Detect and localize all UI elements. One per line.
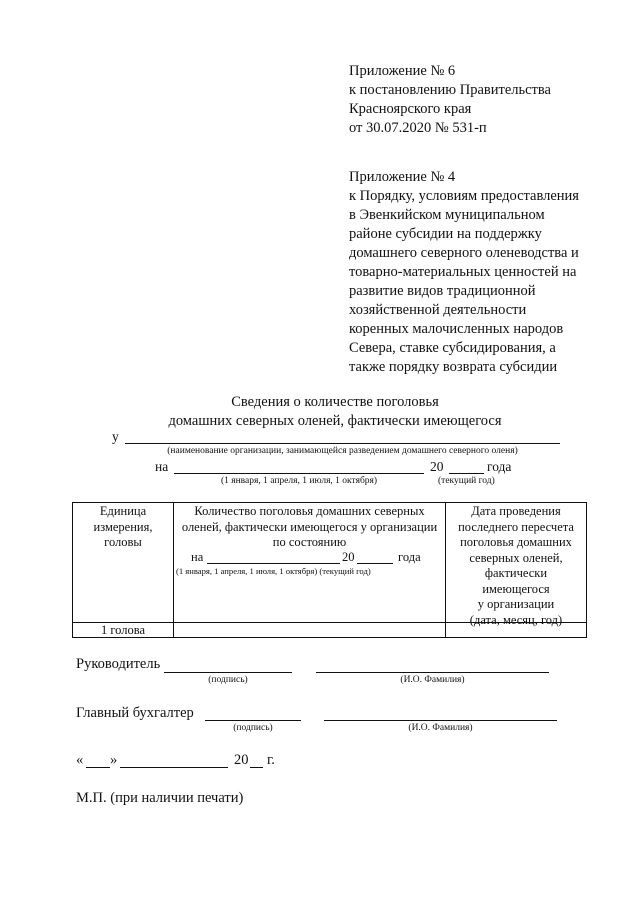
- annex-6-line: Красноярского края: [349, 101, 472, 117]
- accountant-name-caption: (И.О. Фамилия): [408, 723, 473, 733]
- col-count-date-prefix: на: [191, 550, 204, 564]
- head-signature-field[interactable]: [164, 672, 292, 673]
- document-title: [140, 393, 530, 431]
- footer-year-text: 20: [234, 752, 249, 768]
- org-name-field[interactable]: [125, 443, 560, 444]
- year-prefix: 20: [430, 459, 444, 474]
- date-field[interactable]: [174, 473, 424, 474]
- accountant-sign-caption: (подпись): [233, 723, 273, 733]
- col-unit-header: Единица измерения, головы: [93, 504, 153, 549]
- annex-6-line: к постановлению Правительства: [349, 82, 551, 98]
- table-right-border: [586, 502, 587, 637]
- title-line-2: домашних северных оленей, фактически имеющегося: [168, 413, 502, 429]
- head-label: Руководитель: [76, 656, 161, 672]
- row-count-cell[interactable]: [174, 623, 445, 637]
- footer-year-suffix: г.: [267, 752, 275, 768]
- title-line-1: Сведения о количестве поголовья: [231, 394, 439, 410]
- head-name-caption: (И.О. Фамилия): [400, 675, 465, 685]
- col-count-year-field[interactable]: [357, 563, 393, 564]
- head-sign-caption: (подпись): [208, 675, 248, 685]
- annex-4-line: коренных малочисленных народов: [349, 321, 564, 337]
- col-count-header: Количество поголовья домашних северных оленей, фактически имеющегося у организации по состоянию: [181, 504, 438, 549]
- footer-open-quote: «: [76, 752, 84, 768]
- col-recount-date-header: Дата проведения последнего пересчета поголовья домашних северных оленей, фактически имеющегося у организации (дата, месяц, год): [458, 504, 574, 627]
- accountant-signature-field[interactable]: [205, 720, 301, 721]
- annex-4-line: районе субсидии на поддержку: [349, 226, 542, 242]
- stamp-note: М.П. (при наличии печати): [76, 790, 244, 806]
- footer-close-quote: »: [110, 752, 118, 768]
- annex-4-block: [349, 168, 579, 377]
- annex-4-line: также порядку возврата субсидии: [349, 359, 558, 375]
- annex-4-line: к Порядку, условиям предоставления: [349, 188, 579, 204]
- annex-4-line: хозяйственной деятельности: [349, 302, 527, 318]
- footer-year-field[interactable]: [250, 767, 263, 768]
- annex-6-line: Приложение № 6: [349, 63, 456, 79]
- col-count-date-caption: (1 января, 1 апреля, 1 июля, 1 октября) (текущий год): [176, 566, 371, 576]
- annex-4-line: Севера, ставке субсидирования, а: [349, 340, 556, 356]
- annex-4-line: в Эвенкийском муниципальном: [349, 207, 545, 223]
- col-count-year-prefix: 20: [342, 550, 355, 564]
- annex-4-line: развитие видов традиционной: [349, 283, 536, 299]
- date-caption: (1 января, 1 апреля, 1 июля, 1 октября): [220, 476, 378, 486]
- footer-month-field[interactable]: [120, 767, 228, 768]
- accountant-name-field[interactable]: [324, 720, 557, 721]
- accountant-label: Главный бухгалтер: [76, 705, 194, 721]
- row-unit-cell: 1 голова: [100, 623, 146, 637]
- annex-6-line: от 30.07.2020 № 531-п: [349, 120, 487, 136]
- year-suffix: года: [487, 459, 512, 474]
- footer-day-field[interactable]: [86, 767, 110, 768]
- annex-4-line: Приложение № 4: [349, 169, 456, 185]
- year-caption: (текущий год): [438, 476, 495, 486]
- annex-6-block: [349, 62, 551, 138]
- org-prefix: у: [112, 429, 119, 444]
- table-top-border: [72, 502, 587, 503]
- annex-4-line: товарно-материальных ценностей на: [349, 264, 577, 280]
- col-count-year-suffix: года: [398, 550, 421, 564]
- date-prefix: на: [155, 459, 169, 474]
- annex-4-line: домашнего северного оленеводства и: [349, 245, 579, 261]
- org-caption: (наименование организации, занимающейся разведением домашнего северного оленя): [167, 446, 518, 456]
- head-name-field[interactable]: [316, 672, 549, 673]
- row-recount-date-cell[interactable]: [446, 623, 586, 637]
- year-field[interactable]: [449, 473, 484, 474]
- col-count-date-field[interactable]: [207, 563, 340, 564]
